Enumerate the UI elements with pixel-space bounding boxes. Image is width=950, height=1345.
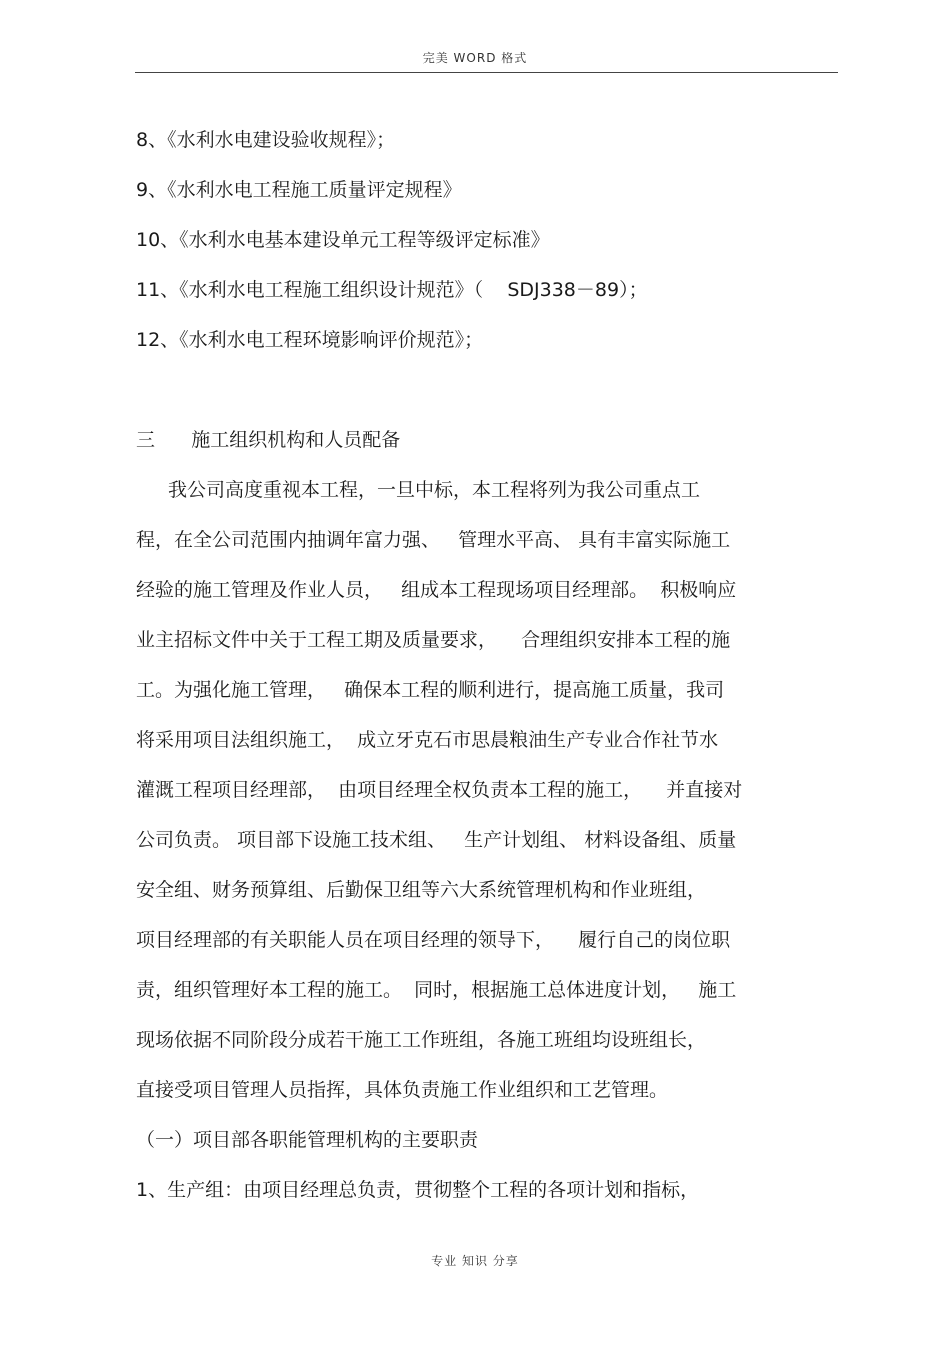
paragraph-line: 将采用项目法组织施工， 成立牙克石市思晨粮油生产专业合作社节水 bbox=[136, 729, 719, 751]
paragraph-line: 项目经理部的有关职能人员在项目经理的领导下， 履行自己的岗位职 bbox=[136, 929, 731, 951]
section-heading: 三 施工组织机构和人员配备 bbox=[136, 429, 401, 451]
paragraph-line: 程，在全公司范围内抽调年富力强、 管理水平高、 具有丰富实际施工 bbox=[136, 529, 731, 551]
list-item: 1、生产组：由项目经理总负责，贯彻整个工程的各项计划和指标， bbox=[136, 1179, 700, 1201]
reference-item: 11、《水利水电工程施工组织设计规范》（ SDJ338－89）； bbox=[136, 279, 648, 301]
paragraph-line: 工。为强化施工管理， 确保本工程的顺利进行，提高施工质量，我司 bbox=[136, 679, 725, 701]
page-header: 完美 WORD 格式 bbox=[422, 51, 528, 65]
page-footer: 专业 知识 分享 bbox=[431, 1254, 519, 1268]
paragraph-line: 直接受项目管理人员指挥，具体负责施工作业组织和工艺管理。 bbox=[136, 1079, 669, 1101]
paragraph-line: 经验的施工管理及作业人员， 组成本工程现场项目经理部。 积极响应 bbox=[136, 579, 737, 601]
reference-item: 10、《水利水电基本建设单元工程等级评定标准》 bbox=[136, 229, 550, 251]
paragraph-line: 安全组、财务预算组、后勤保卫组等六大系统管理机构和作业班组， bbox=[136, 879, 707, 901]
paragraph-line: 业主招标文件中关于工程工期及质量要求， 合理组织安排本工程的施 bbox=[136, 629, 731, 651]
header-divider bbox=[135, 72, 838, 73]
reference-item: 12、《水利水电工程环境影响评价规范》； bbox=[136, 329, 484, 351]
paragraph-line: 公司负责。 项目部下设施工技术组、 生产计划组、 材料设备组、质量 bbox=[136, 829, 737, 851]
reference-item: 9、《水利水电工程施工质量评定规程》 bbox=[136, 179, 462, 201]
paragraph-line: 责，组织管理好本工程的施工。 同时，根据施工总体进度计划， 施工 bbox=[136, 979, 737, 1001]
paragraph-line: 我公司高度重视本工程，一旦中标，本工程将列为我公司重点工 bbox=[168, 479, 701, 501]
paragraph-line: 现场依据不同阶段分成若干施工工作班组，各施工班组均设班组长， bbox=[136, 1029, 707, 1051]
reference-item: 8、《水利水电建设验收规程》； bbox=[136, 129, 396, 151]
subsection-heading: （一）项目部各职能管理机构的主要职责 bbox=[136, 1129, 479, 1151]
paragraph-line: 灌溉工程项目经理部， 由项目经理全权负责本工程的施工， 并直接对 bbox=[136, 779, 743, 801]
